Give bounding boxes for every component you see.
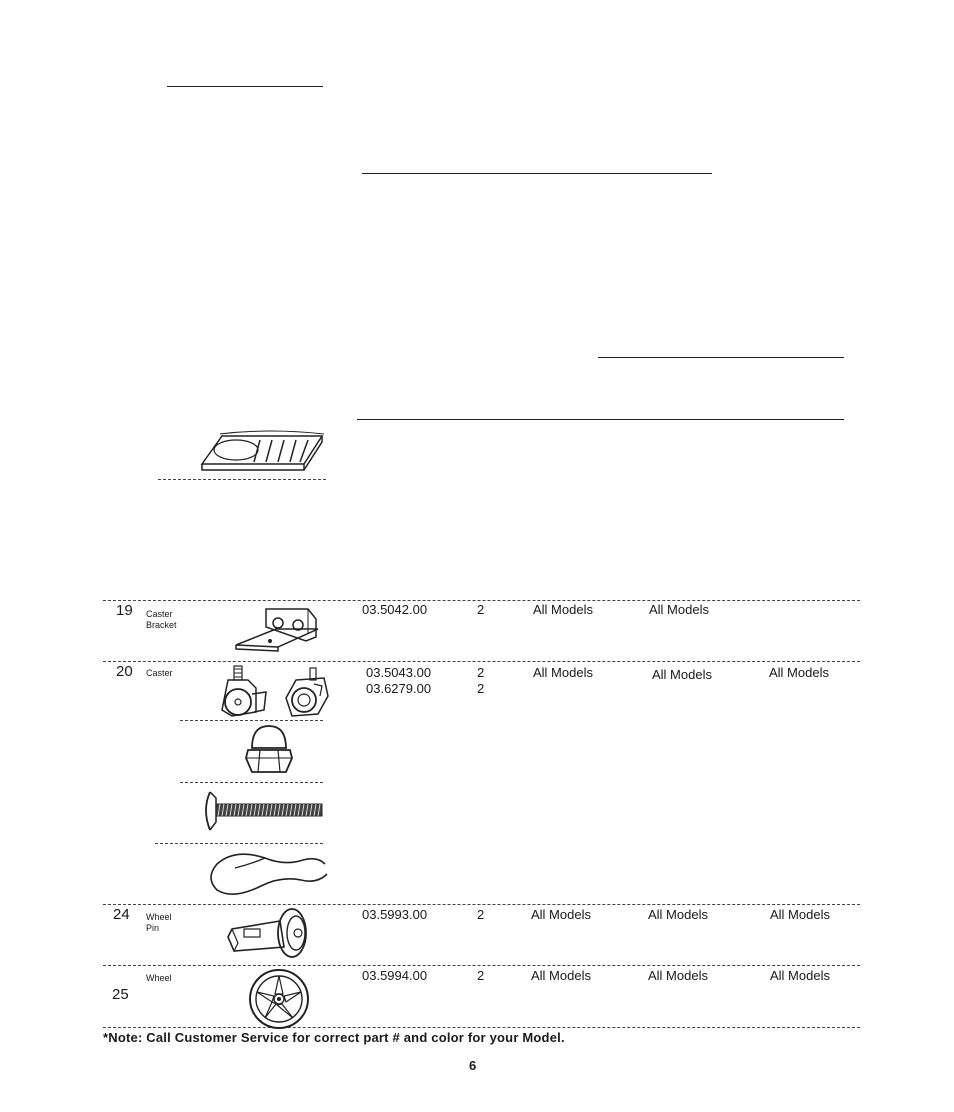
item-label: Wheel [146,973,172,983]
carriage-bolt-illustration [200,788,326,834]
part-number: 03.5994.00 [362,968,428,983]
model-col-3: All Models [770,907,830,922]
item-number: 19 [116,602,133,619]
model-col-1: All Models [531,968,591,983]
top-rule-4 [357,419,844,420]
item-number: 20 [116,663,133,680]
model-col-2: All Models [652,667,712,682]
page-number: 6 [469,1058,477,1073]
top-rule-1 [167,86,323,87]
grate-illustration [200,428,330,474]
model-col-2: All Models [649,602,709,617]
item-label: Caster [146,668,173,678]
acorn-nut-illustration [242,724,296,776]
sub-divider-3 [155,843,323,844]
model-col-1: All Models [533,602,593,617]
item-label: Bracket [146,620,177,630]
top-rule-2 [362,173,712,174]
quantity: 2 [477,681,485,696]
top-rule-3 [598,357,844,358]
model-col-3: All Models [770,968,830,983]
item-label: Wheel [146,912,172,922]
row-divider-end [103,1027,860,1028]
sub-divider-2 [180,782,323,783]
part-number: 03.5993.00 [362,907,428,922]
row-divider-20 [103,661,860,662]
caster-bracket-illustration [232,605,322,655]
caster-illustration [210,664,332,720]
item-number: 24 [113,906,130,923]
wheel-pin-illustration [224,907,314,963]
grate-divider [158,479,326,480]
model-col-2: All Models [648,907,708,922]
sub-divider-1 [180,720,323,721]
part-number: 03.6279.00 [366,681,432,696]
wheel-illustration [246,968,312,1030]
model-col-1: All Models [533,665,593,680]
hair-pin-clip-illustration [205,850,329,900]
row-divider-19 [103,600,860,601]
part-number: 03.5043.00 [366,665,432,680]
customer-service-note: *Note: Call Customer Service for correct part # and color for your Model. [103,1030,565,1045]
model-col-1: All Models [531,907,591,922]
row-divider-24 [103,904,860,905]
item-label: Caster [146,609,173,619]
item-label: Pin [146,923,160,933]
part-number: 03.5042.00 [362,602,428,617]
quantity: 2 [477,602,485,617]
quantity: 2 [477,907,485,922]
item-number: 25 [112,986,129,1003]
model-col-3: All Models [769,665,829,680]
quantity: 2 [477,665,485,680]
model-col-2: All Models [648,968,708,983]
quantity: 2 [477,968,485,983]
row-divider-25 [103,965,860,966]
